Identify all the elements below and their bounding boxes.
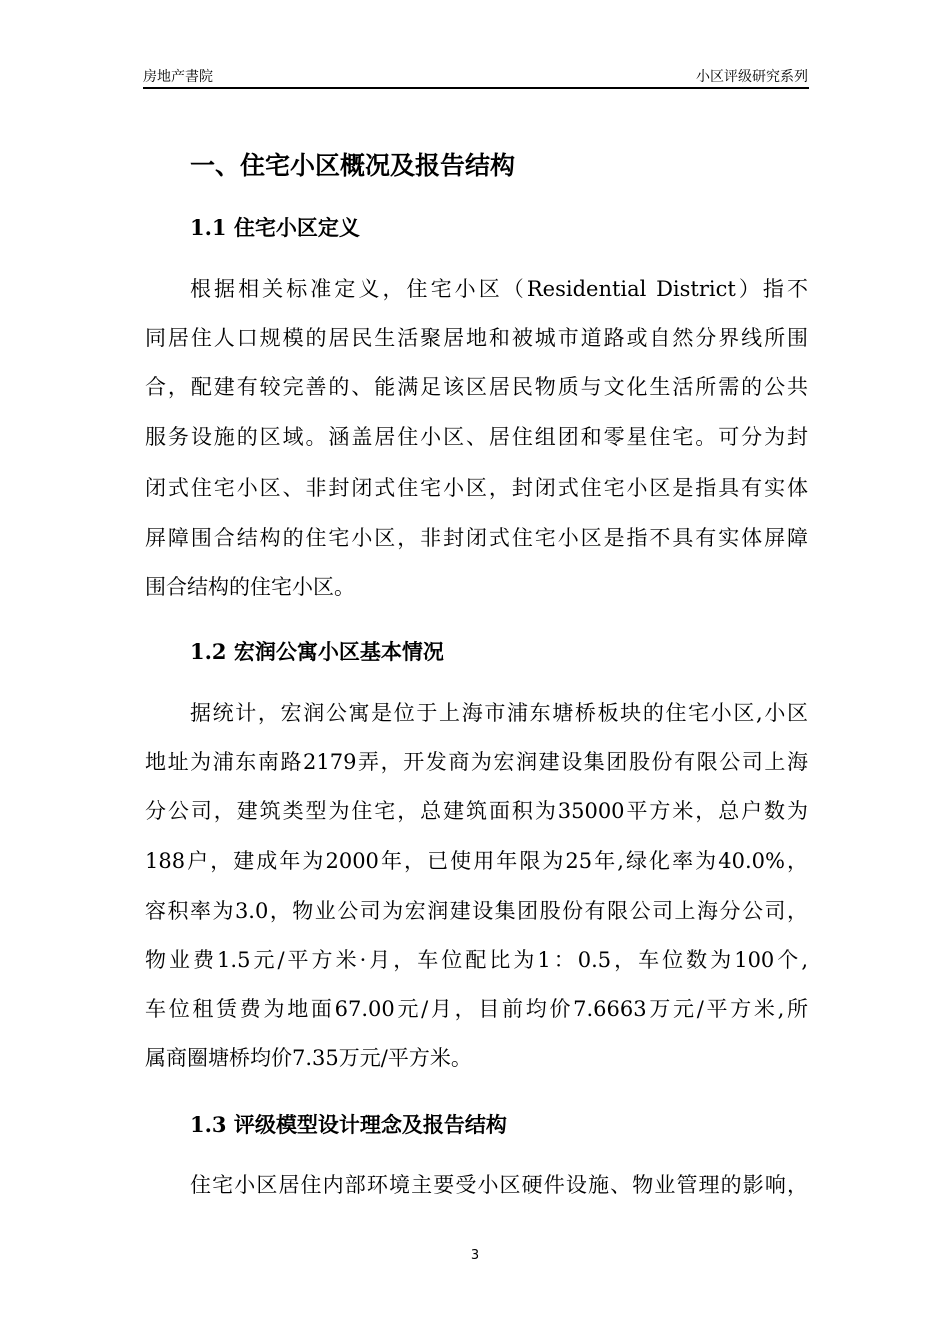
paragraph-line: 地址为浦东南路2179弄，开发商为宏润建设集团股份有限公司上海 xyxy=(145,750,808,774)
paragraph-line: 属商圈塘桥均价7.35万元/平方米。 xyxy=(145,1046,472,1070)
paragraph-line: 车位租赁费为地面67.00元/月，目前均价7.6663万元/平方米,所 xyxy=(145,997,808,1021)
paragraph-line: 据统计，宏润公寓是位于上海市浦东塘桥板块的住宅小区,小区 xyxy=(190,701,808,725)
header-right: 小区评级研究系列 xyxy=(696,69,808,85)
paragraph-line: 闭式住宅小区、非封闭式住宅小区，封闭式住宅小区是指具有实体 xyxy=(145,476,808,500)
paragraph-line: 合，配建有较完善的、能满足该区居民物质与文化生活所需的公共 xyxy=(145,375,808,399)
chapter-title: 一、住宅小区概况及报告结构 xyxy=(190,151,516,180)
paragraph-line: 容积率为3.0，物业公司为宏润建设集团股份有限公司上海分公司， xyxy=(145,899,808,923)
paragraph-line: 188户，建成年为2000年，已使用年限为25年,绿化率为40.0%， xyxy=(145,849,808,873)
paragraph-line: 屏障围合结构的住宅小区，非封闭式住宅小区是指不具有实体屏障 xyxy=(145,526,808,550)
paragraph-line: 分公司，建筑类型为住宅，总建筑面积为35000平方米，总户数为 xyxy=(145,799,808,823)
paragraph-line: 住宅小区居住内部环境主要受小区硬件设施、物业管理的影响， xyxy=(190,1173,808,1197)
section-heading: 1.1 住宅小区定义 xyxy=(190,215,360,240)
section-heading: 1.3 评级模型设计理念及报告结构 xyxy=(190,1112,507,1137)
paragraph-line: 根据相关标准定义，住宅小区（Residential District）指不 xyxy=(190,277,808,301)
page-number: 3 xyxy=(470,1248,480,1263)
paragraph-line: 服务设施的区域。涵盖居住小区、居住组团和零星住宅。可分为封 xyxy=(145,425,808,449)
paragraph-line: 同居住人口规模的居民生活聚居地和被城市道路或自然分界线所围 xyxy=(145,326,808,350)
header-left: 房地产書院 xyxy=(143,69,213,85)
paragraph-line: 物业费1.5元/平方米·月，车位配比为1：0.5，车位数为100个, xyxy=(145,948,808,972)
paragraph-line: 围合结构的住宅小区。 xyxy=(145,575,355,599)
section-heading: 1.2 宏润公寓小区基本情况 xyxy=(190,639,444,664)
header-rule xyxy=(143,87,809,89)
